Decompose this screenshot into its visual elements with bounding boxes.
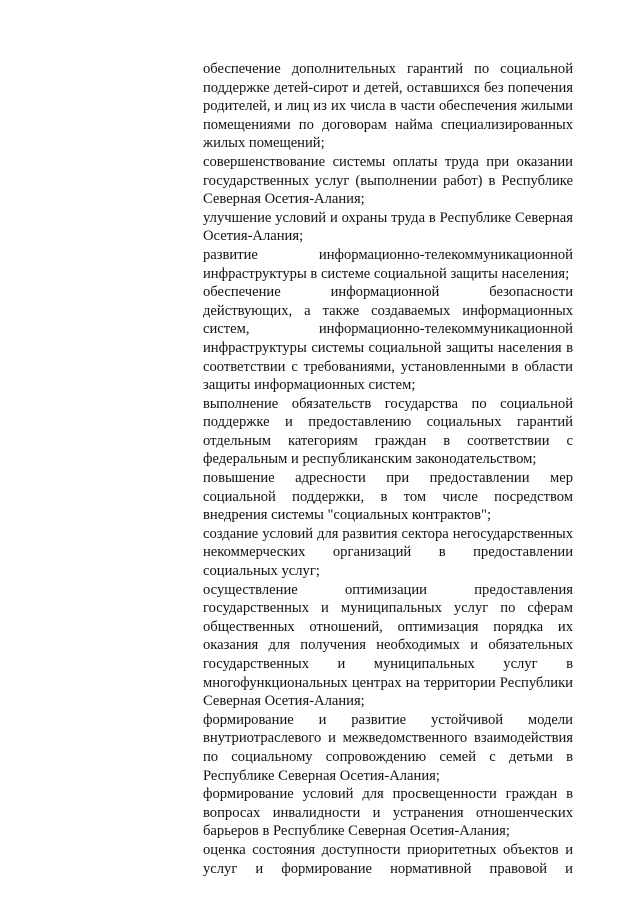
list-item: совершенствование системы оплаты труда при оказании государственных услуг (выполнении работ) в Республике Северная Осетия-Алания;	[203, 153, 573, 208]
list-item: обеспечение информационной безопасности действующих, а также создаваемых информационных систем, информационно-телекоммуникационной инфраструктуры системы социальной защиты населения в соответствии с требованиями, установленными в области защиты информационных систем;	[203, 284, 573, 394]
list-item: развитие информационно-телекоммуникационной инфраструктуры в системе социальной защиты населения;	[203, 246, 573, 282]
list-item: повышение адресности при предоставлении мер социальной поддержки, в том числе посредством внедрения системы "социальных контрактов";	[203, 470, 573, 524]
list-item: улучшение условий и охраны труда в Республике Северная Осетия-Алания;	[203, 209, 573, 245]
list-item: оценка состояния доступности приоритетных объектов и услуг и формирование нормативной правовой и	[203, 841, 573, 877]
list-item: осуществление оптимизации предоставления государственных и муниципальных услуг по сферам общественных отношений, оптимизация порядка их оказания для получения необходимых и обязательных государственных и муниципальных услуг в многофункциональных центрах на территории Республики Северная Осетия-Алания;	[203, 581, 573, 710]
list-item: выполнение обязательств государства по социальной поддержке и предоставлению социальных гарантий отдельным категориям граждан в соответствии с федеральным и республиканским законодательством;	[203, 395, 573, 468]
list-item: формирование условий для просвещенности граждан в вопросах инвалидности и устранения отношенческих барьеров в Республике Северная Осетия-Алания;	[203, 786, 573, 840]
list-item: обеспечение дополнительных гарантий по социальной поддержке детей-сирот и детей, оставшихся без попечения родителей, и лиц из их числа в части обеспечения жилыми помещениями по договорам найма специализированных жилых помещений;	[203, 61, 573, 152]
list-item: формирование и развитие устойчивой модели внутриотраслевого и межведомственного взаимодействия по социальному сопровождению семей с детьми в Республике Северная Осетия-Алания;	[203, 711, 573, 784]
list-item: создание условий для развития сектора негосударственных некоммерческих организаций в предоставлении социальных услуг;	[203, 525, 573, 580]
document-body	[203, 60, 573, 878]
